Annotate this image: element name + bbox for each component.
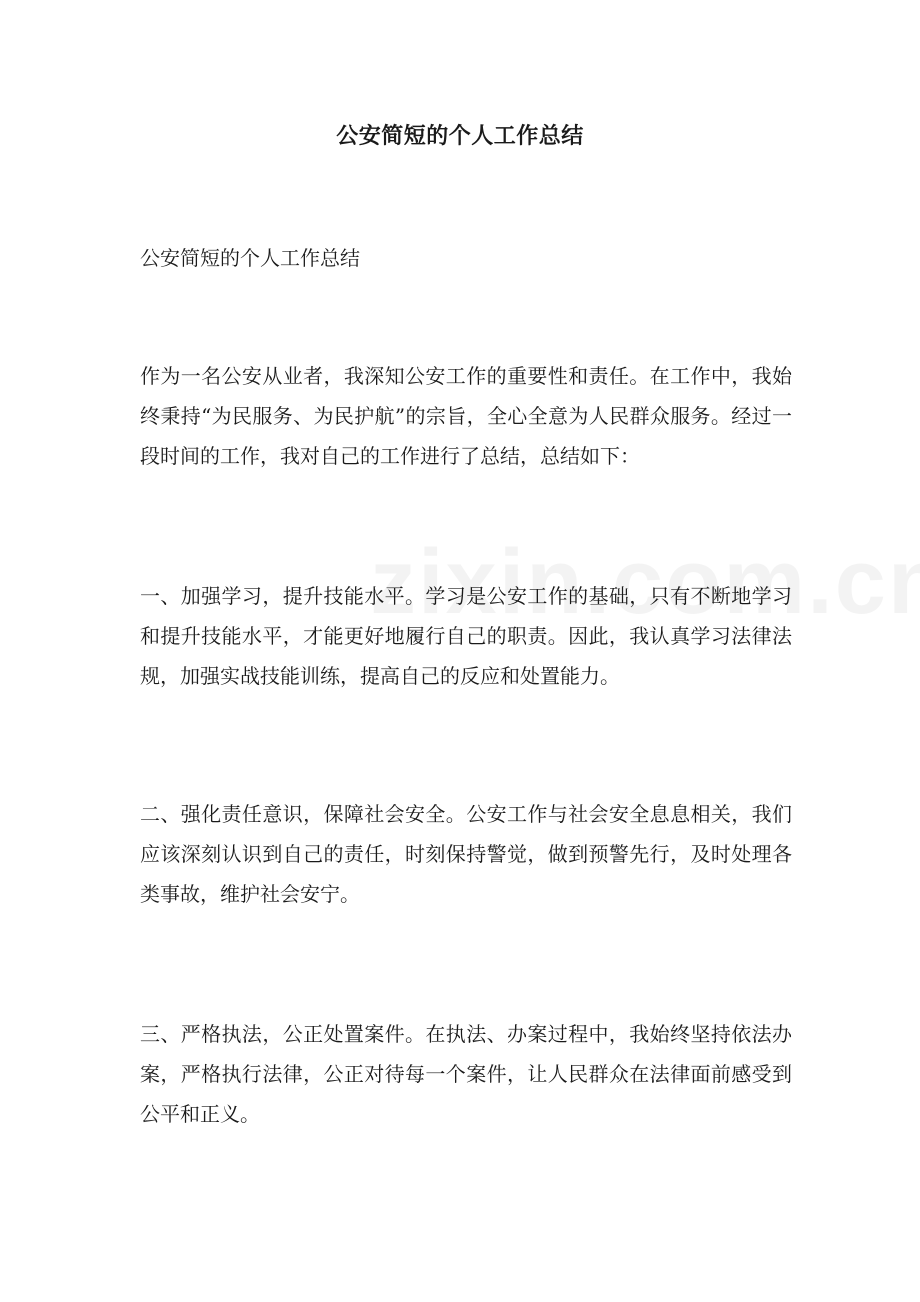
document-subtitle: 公安简短的个人工作总结 xyxy=(140,246,360,270)
paragraph-section-3: 三、严格执法，公正处置案件。在执法、办案过程中，我始终坚持依法办案，严格执行法律，公正对待每一个案件，让人民群众在法律面前感受到公平和正义。 xyxy=(140,1022,792,1126)
paragraph-section-2: 二、强化责任意识，保障社会安全。公安工作与社会安全息息相关，我们应该深刻认识到自己的责任，时刻保持警觉，做到预警先行，及时处理各类事故，维护社会安宁。 xyxy=(140,802,792,906)
paragraph-section-1: 一、加强学习，提升技能水平。学习是公安工作的基础，只有不断地学习和提升技能水平，才能更好地履行自己的职责。因此，我认真学习法律法规，加强实战技能训练，提高自己的反应和处置能力。 xyxy=(140,584,792,688)
document-title: 公安简短的个人工作总结 xyxy=(336,123,584,149)
paragraph-intro: 作为一名公安从业者，我深知公安工作的重要性和责任。在工作中，我始终秉持“为民服务、为民护航”的宗旨，全心全意为人民群众服务。经过一段时间的工作，我对自己的工作进行了总结，总结如下： xyxy=(140,364,792,468)
